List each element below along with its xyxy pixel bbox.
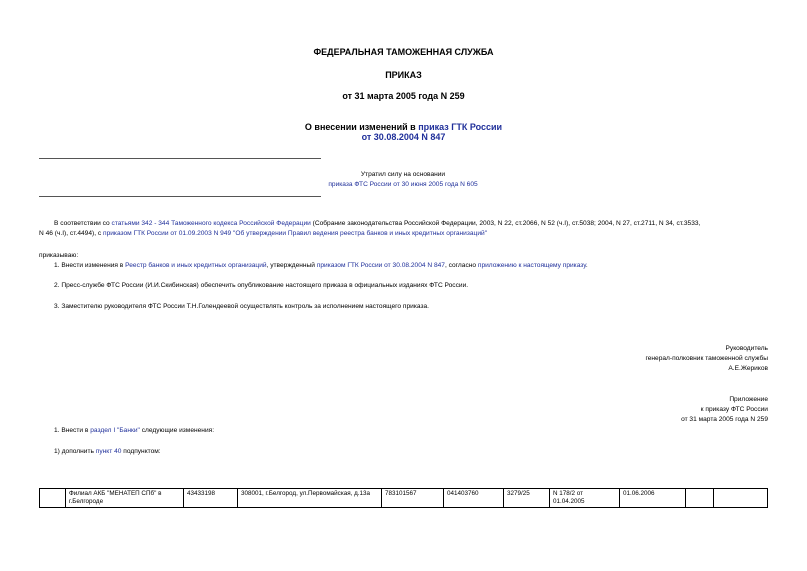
divider-top bbox=[39, 158, 321, 159]
item1-link-appendix[interactable]: приложению к настоящему приказу bbox=[477, 262, 586, 269]
preamble-text-3: N 46 (ч.I), ст.4494), с bbox=[39, 230, 103, 237]
item-1 bbox=[54, 261, 774, 270]
doc-subject bbox=[0, 122, 807, 132]
preamble-link-order[interactable]: приказом ГТК России от 01.09.2003 N 949 "Об утверждении Правил ведения реестра банков и иных кредитных организаций" bbox=[103, 230, 488, 237]
table-cell-decision: N 178/2 от 01.04.2005 bbox=[550, 489, 620, 508]
expired-note-link-line bbox=[230, 180, 576, 189]
appendix-date: от 31 марта 2005 года N 259 bbox=[681, 416, 768, 423]
table-cell-bank-name: Филиал АКБ "МЕНАТЕП СПб" в г.Белгороде bbox=[66, 489, 184, 508]
preamble-text-1: В соответствии со bbox=[54, 220, 112, 227]
table-cell bbox=[40, 489, 66, 508]
order-word: приказываю: bbox=[39, 252, 79, 259]
table-cell-inn: 783101567 bbox=[382, 489, 444, 508]
divider-bottom bbox=[39, 196, 321, 197]
item-3: 3. Заместителю руководителя ФТС России Т.Н.Голендеевой осуществлять контроль за исполнением настоящего приказа. bbox=[54, 303, 429, 310]
signature-rank: генерал-полковник таможенной службы bbox=[645, 355, 768, 362]
preamble-line1 bbox=[54, 219, 774, 228]
table-cell-license: 3279/25 bbox=[504, 489, 550, 508]
change2-text-b: подпунктом: bbox=[121, 448, 161, 455]
signature-name: А.Е.Жериков bbox=[728, 365, 768, 372]
change-1 bbox=[54, 426, 654, 435]
org-title: ФЕДЕРАЛЬНАЯ ТАМОЖЕННАЯ СЛУЖБА bbox=[313, 47, 494, 57]
change2-text-a: 1) дополнить bbox=[54, 448, 96, 455]
preamble-line2 bbox=[39, 229, 774, 238]
subject-link-date[interactable]: от 30.08.2004 N 847 bbox=[361, 132, 446, 142]
table-cell-bik: 041403760 bbox=[444, 489, 504, 508]
item1-text-d: . bbox=[585, 262, 588, 269]
item1-link-registry[interactable]: Реестр банков и иных кредитных организаций bbox=[125, 262, 267, 269]
table-cell bbox=[714, 489, 768, 508]
change-2 bbox=[54, 447, 654, 456]
signature-title: Руководитель bbox=[725, 345, 768, 352]
doc-type: ПРИКАЗ bbox=[385, 70, 422, 80]
item1-link-order[interactable]: приказом ГТК России от 30.08.2004 N 847 bbox=[316, 262, 445, 269]
change1-text-a: 1. Внести в bbox=[54, 427, 91, 434]
item1-text-b: , утвержденный bbox=[266, 262, 317, 269]
change1-text-b: следующие изменения: bbox=[139, 427, 215, 434]
subject-prefix: О внесении изменений в bbox=[304, 122, 419, 132]
item-2: 2. Пресс-службе ФТС России (И.И.Скибинская) обеспечить опубликование настоящего приказа в официальных изданиях ФТС России. bbox=[54, 282, 469, 289]
subject-line2 bbox=[0, 132, 807, 142]
preamble-text-2: (Собрание законодательства Российской Федерации, 2003, N 22, ст.2066, N 52 (ч.I), ст.5038; 2004, N 27, ст.2711, N 34, ст.3533, bbox=[310, 220, 701, 227]
table-cell-address: 308001, г.Белгород, ул.Первомайская, д.13а bbox=[238, 489, 382, 508]
registry-table bbox=[39, 488, 768, 508]
item1-text-c: , согласно bbox=[444, 262, 478, 269]
subject-link-order[interactable]: приказ ГТК России bbox=[418, 122, 503, 132]
item1-text-a: 1. Внести изменения в bbox=[54, 262, 126, 269]
appendix-to: к приказу ФТС России bbox=[700, 406, 768, 413]
table-cell-valid-until: 01.06.2006 bbox=[620, 489, 686, 508]
doc-date: от 31 марта 2005 года N 259 bbox=[342, 91, 465, 101]
table-row bbox=[40, 489, 768, 508]
table-cell-code: 43433198 bbox=[184, 489, 238, 508]
change2-link-item[interactable]: пункт 40 bbox=[95, 448, 122, 455]
expired-note: Утратил силу на основании bbox=[360, 171, 446, 178]
appendix-title: Приложение bbox=[729, 396, 768, 403]
preamble-link-code[interactable]: статьями 342 - 344 Таможенного кодекса Российской Федерации bbox=[111, 220, 311, 227]
expired-link[interactable]: приказа ФТС России от 30 июня 2005 года N 605 bbox=[328, 181, 478, 188]
table-cell bbox=[686, 489, 714, 508]
change1-link-section[interactable]: раздел I "Банки" bbox=[90, 427, 140, 434]
